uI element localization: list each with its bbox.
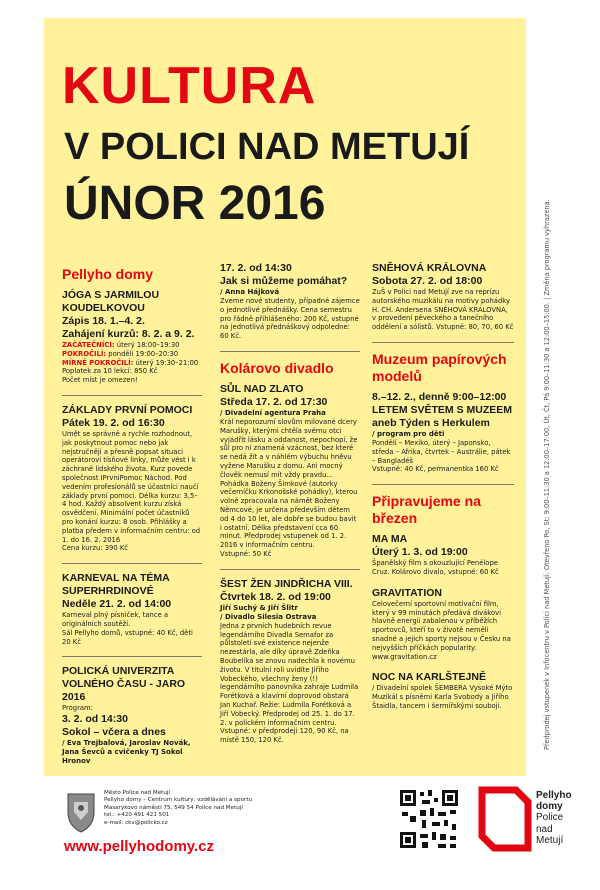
event-text: / Divadelní spolek ŠEMBERA Vysoké Mýto Muzikál s písněmi Karla Svobody a Jiřího Štaidla, tancem i šermířskými souboji. [372,684,513,710]
event-title: GRAVITATION [372,586,442,599]
event-prvni-pomoc [62,404,202,553]
event-date: 8.–12. 2., denně 9:00–12:00 [372,390,507,403]
event-sul-nad-zlato [220,383,360,559]
pellyho-domy-brand [536,790,572,846]
divider [372,484,514,485]
event-date: 3. 2. od 14:30 [62,713,128,726]
event-snehova-kralovna [372,262,514,332]
event-performers: / Eva Trejbalová, Jaroslav Novák, Jana Ševců a cvičenky TJ Sokol Hronov [62,739,191,766]
column-3 [372,262,514,721]
event-title: POLICKÁ UNIVERZITA VOLNÉHO ČASU - JARO 2016 [62,665,186,704]
event-note: Počet míst je omezen! [62,376,138,385]
divider [62,563,202,564]
event-subtitle: Sokol – včera a dnes [62,726,166,739]
level-time: úterý 19:30–21:00 [133,358,199,367]
level-time: úterý 18:00–19:30 [114,341,180,349]
event-title: Jak si můžeme pomáhat? [220,275,348,287]
brand-line: nad [536,823,553,835]
event-title: JÓGA S JARMILOU KOUDELKOVOU [62,289,160,314]
event-company: / Divadlo Silesia Ostrava [220,612,317,621]
brand-line: Metují [536,834,564,846]
event-text: Celovečerní sportovní motivační film, který v 99 minutách předává divákovi hlavně energii zabalenou v příběžích sportovců, kteří to v životě neměli snadné a jejich sporty nejsou v Česku na nejvyšších příčkách popularity. [372,599,511,652]
event-title: LETEM SVĚTEM S MUZEEM [372,403,513,416]
footer-line: tel.: +420 491 421 501 [104,812,170,819]
column-2 [220,262,360,755]
event-link[interactable]: www.gravitation.cz [372,652,437,661]
event-date-2: Zahájení kurzů: 8. 2. a 9. 2. [62,328,195,340]
event-price: Vstupné: 50 Kč [220,549,272,558]
event-company: / Divadelní agentura Praha [220,408,326,417]
event-speaker: / Anna Hájková [220,288,280,296]
event-program-label: Program: [62,704,93,713]
event-authors: Jiří Suchý & Jiří Šlitr [220,603,298,612]
event-title-2: aneb Týden s Herkulem [372,416,490,429]
brand-line: Pellyho [536,790,572,801]
event-text: ZuŠ v Polici nad Metují zve na reprízu autorského muzikálu na motivy pohádky H. CH. Andersena SNĚHOVÁ KRÁLOVNA, v provedení pěveckého a tanečního oddělení a sólistů. Vstupné: 80, 70, 60 Kč [372,288,514,332]
footer-line: Masarykovo náměstí 75, 549 54 Police nad Metují [104,804,243,811]
event-text: Král neporozumí slovům milované dcery Marušky, kterými chtěla svému otci vyjádřit lásku a oddanost, nepochopí, že sůl pro ni znamená vzácnost, bez které se nedá žít a v náhlém výbuchu hněvu vyžene Marušku z domu. Ani mocný člověk nemusí mít vždy pravdu... Pohádka Boženy Šimkové (autorky večerníčku Krkonošské pohádky), kterou volně zpracovala na námět Boženy Němcové, je určena především dětem od 4 do 10 let, ale dobře se budou bavit i ostatní. Délka představení cca 60 minut. Předprodej vstupenek od 1. 2. 2016 v informačním centru. [220,417,358,550]
event-text: Zveme nové studenty, případné zájemce o jednotlivé přednášky. Cena semestru pro řádně přihlášeného: 200 Kč, vstupné na jednotlivá přednáškový odpoledne: 60 Kč. [220,297,360,341]
event-title: NOC NA KARLŠTEJNĚ [372,671,486,684]
event-date: Čtvrtek 18. 2. od 19:00 [220,590,331,603]
event-gravitation [372,587,514,662]
event-title: ŠEST ŽEN JINDŘICHA VIII. [220,577,353,590]
event-text: Umět se správně a rychle rozhodnout, jak poskytnout pomoc nebo jak nejstručněji a přesně popsat situaci operátorovi tísňové linky, může vést i k záchraně lidského života. Kurz povede společnost IPrvniPomoc Náchod. Pod vedením profesionálů se účastníci naučí základy první pomoci. Délka kurzu: 3,5–4 hod. Každý absolvent kurzu získá osvědčení. Minimální počet účastníků pro konání kurzu: 8 osob. Přihlášky a platba předem v informačním centru: od 1. do 16. 2. 2016 [62,429,201,544]
side-info-text: Předprodej vstupenek v Infocentru v Polici nad Metují. Otevřeno Po, St: 9:00–11:30 a 12:00–17:00, Út, Čt, Pá 9:00–11:30 a 12:00–15:00. | Změna programu vyhrazena. [543,199,551,750]
event-text: Karneval plný písniček, tance a originálních soutěží. [62,611,169,628]
event-date: Zápis 18. 1.–4. 2. [62,315,145,327]
event-title: SNĚHOVÁ KRÁLOVNA [372,262,487,274]
event-line [62,350,202,359]
section-pellyho-domy: Pellyho domy [62,266,154,282]
event-univerzita [62,665,202,766]
level-label: POKROČILÍ: [62,349,107,358]
event-title: ZÁKLADY PRVNÍ POMOCI [62,403,193,416]
event-letem-svetem [372,391,514,474]
event-text: Pondělí – Mexiko, úterý – Japonsko, středa – Afrika, čtvrtek – Austrálie, pátek – Bangladéš [372,438,511,465]
section-muzeum: Muzeum papírových modelů [372,350,507,384]
divider [220,351,360,352]
brand-line: domy [536,801,563,813]
footer-website-link[interactable]: www.pellyhodomy.cz [64,838,215,855]
event-sest-zen [220,578,360,745]
section-pripravujeme: Připravujeme na březen [372,493,481,527]
divider [220,569,360,570]
event-price: Poplatek za 10 lekcí: 850 Kč [62,367,158,376]
level-label: ZAČÁTEČNÍCI: [62,341,115,349]
footer-line: e-mail: ckv@policko.cz [104,819,168,826]
section-kolarovo-divadlo: Kolárovo divadlo [220,359,334,376]
event-text: Jedna z prvních hudebních revue legendárního Divadla Semafor za půlstoletí své existence nejenže nezestárla, ale díky úpravě Zdeňka Boubelíka se znovu nadechla k novému životu. V titulní roli uvidíte Jiřího Vobeckého, všechny ženy (!) legendárního panovníka zahraje Ludmila Forétková a klavírní doprovod obstará Jan Kuchař. Režie: Ludmila Forétková a Jiří Vobecký. Předprodej od 25. 1. do 17. 2. v polickém informačním centru. [220,621,359,727]
brand-line: Police [536,812,564,824]
level-time: pondělí 19:00–20:30 [106,349,179,358]
event-date: 17. 2. od 14:30 [220,262,292,274]
pellyho-domy-logo-icon [476,786,532,856]
event-date: Úterý 1. 3. od 19:00 [372,546,468,559]
divider [62,656,202,657]
coat-of-arms-icon [64,790,98,834]
event-date: Pátek 19. 2. od 16:30 [62,416,165,429]
divider [372,342,514,343]
event-line [62,359,202,368]
event-date: Středa 17. 2. od 17:30 [220,395,328,408]
event-price: Sál Pellyho domů, vstupné: 40 Kč, děti 20 Kč [62,628,193,646]
level-label: MÍRNĚ POKROČILÍ: [62,358,134,367]
event-noc-na-karlstejne [372,671,514,710]
title-town: V POLICI NAD METUJÍ [64,126,470,168]
event-date: Sobota 27. 2. od 18:00 [372,275,483,287]
event-karneval [62,572,202,646]
event-title: MA MA [372,533,408,546]
qr-code-icon[interactable] [398,788,460,850]
event-price: Cena kurzu: 390 Kč [62,544,129,553]
event-mama [372,533,514,577]
event-joga [62,289,202,385]
title-kultura: KULTURA [62,57,317,115]
event-pomahat [220,262,360,341]
title-month: ÚNOR 2016 [64,177,326,230]
footer-address [104,790,252,827]
event-audience: / program pro děti [372,429,445,438]
event-price: Vstupné: 40 Kč, permanentka 160 Kč [372,465,499,474]
footer-line: Město Police nad Metují [104,790,170,796]
event-line [62,341,202,350]
event-title: KARNEVAL NA TÉMA SUPERHRDINOVÉ [62,572,170,598]
event-text: Španělský film s okouzlující Penélope Cruz. Kolárovo divalo, vstupné: 60 Kč [372,559,499,576]
divider [62,395,202,396]
column-1 [62,262,202,776]
event-title: SŮL NAD ZLATO [220,382,304,395]
event-date: Neděle 21. 2. od 14:00 [62,598,172,611]
event-price: Vstupné: v předprodeji 120, 90 Kč, na místě 150, 120 Kč. [220,727,349,745]
footer-line: Pellyho domy – Centrum kultury, vzdělávání a sportu [104,797,253,804]
